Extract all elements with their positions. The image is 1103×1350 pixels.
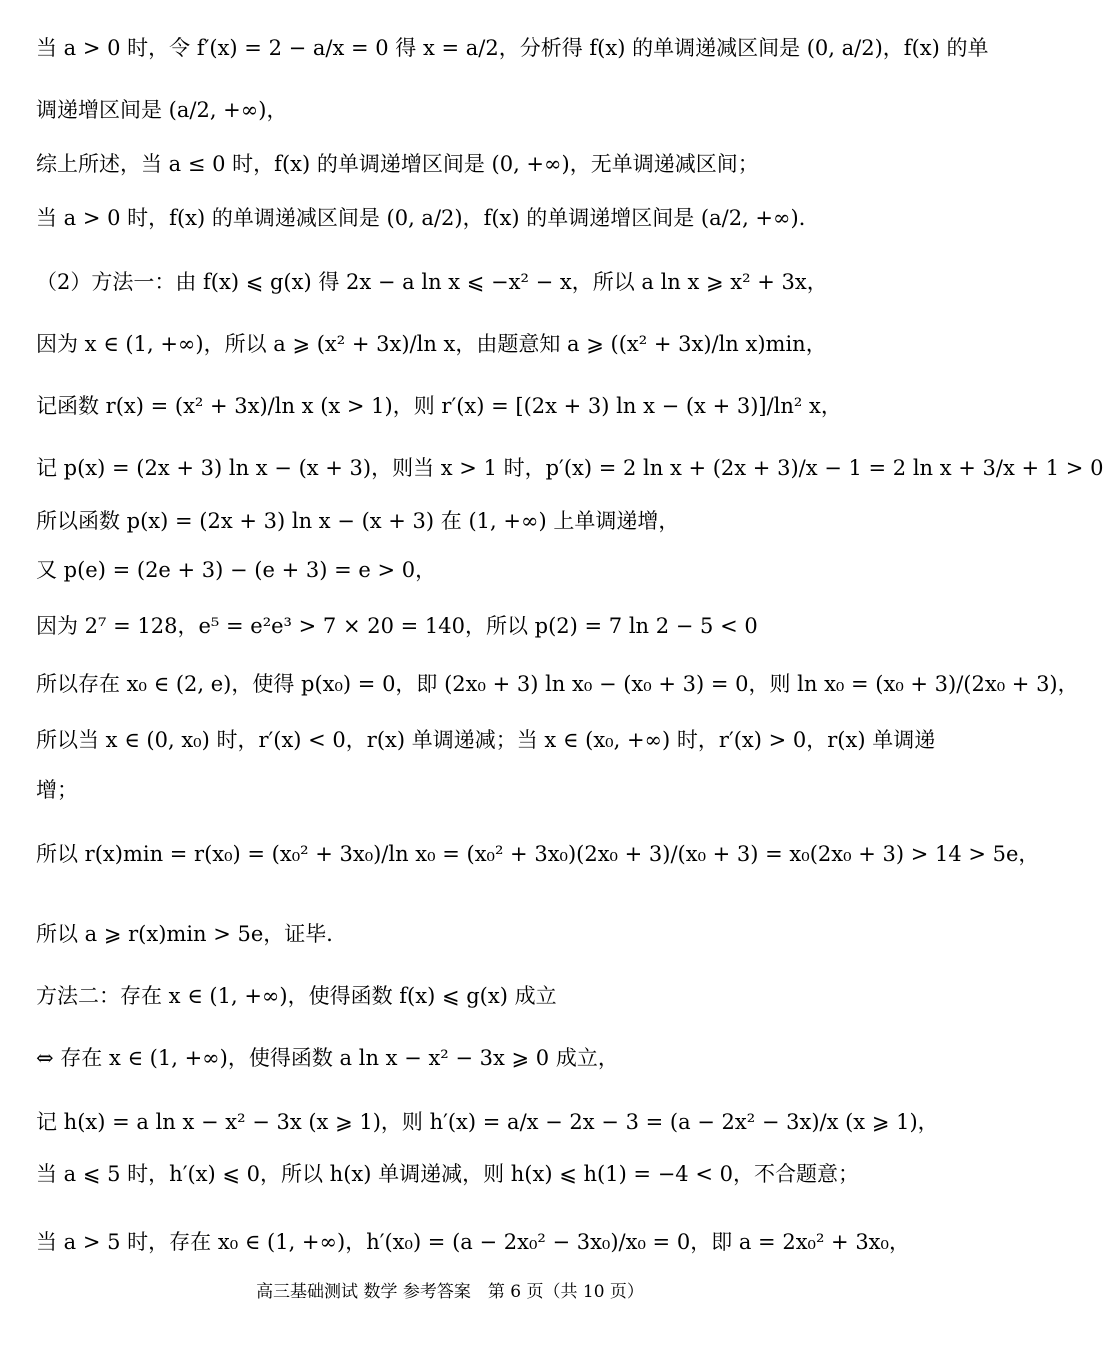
text-line: 综上所述，当 a ≤ 0 时，f(x) 的单调递增区间是 (0, +∞)，无单调递减区间； bbox=[36, 152, 759, 176]
text-line: （2）方法一：由 f(x) ⩽ g(x) 得 2x − a ln x ⩽ −x² − x，所以 a ln x ⩾ x² + 3x， bbox=[36, 270, 828, 294]
text-line: 方法二：存在 x ∈ (1, +∞)，使得函数 f(x) ⩽ g(x) 成立 bbox=[36, 984, 557, 1008]
text-line: 所以当 x ∈ (0, x₀) 时，r′(x) < 0，r(x) 单调递减；当 x ∈ (x₀, +∞) 时，r′(x) > 0，r(x) 单调递 bbox=[36, 728, 936, 752]
text-line: 所以函数 p(x) = (2x + 3) ln x − (x + 3) 在 (1, +∞) 上单调递增， bbox=[36, 509, 680, 533]
page-footer: 高三基础测试 数学 参考答案 第 6 页（共 10 页） bbox=[256, 1282, 644, 1302]
text-line: 所以 r(x)min = r(x₀) = (x₀² + 3x₀)/ln x₀ = (x₀² + 3x₀)(2x₀ + 3)/(x₀ + 3) = x₀(2x₀ + 3) > 14 > 5e， bbox=[36, 842, 1040, 866]
text-line: 记 h(x) = a ln x − x² − 3x (x ⩾ 1)，则 h′(x) = a/x − 2x − 3 = (a − 2x² − 3x)/x (x ⩾ 1)， bbox=[36, 1110, 939, 1134]
text-line: ⇔ 存在 x ∈ (1, +∞)，使得函数 a ln x − x² − 3x ⩾ 0 成立， bbox=[36, 1046, 619, 1070]
text-line: 记函数 r(x) = (x² + 3x)/ln x (x > 1)，则 r′(x) = [(2x + 3) ln x − (x + 3)]/ln² x， bbox=[36, 394, 842, 418]
text-line: 记 p(x) = (2x + 3) ln x − (x + 3)，则当 x > 1 时，p′(x) = 2 ln x + (2x + 3)/x − 1 = 2 ln x + 3/x + 1 > 0 bbox=[36, 456, 1103, 480]
text-line: 当 a ⩽ 5 时，h′(x) ⩽ 0，所以 h(x) 单调递减，则 h(x) ⩽ h(1) = −4 < 0，不合题意； bbox=[36, 1162, 859, 1186]
text-line: 调递增区间是 (a/2, +∞)， bbox=[36, 98, 288, 122]
text-line: 所以 a ⩾ r(x)min > 5e，证毕． bbox=[36, 922, 348, 946]
text-line: 因为 x ∈ (1, +∞)，所以 a ⩾ (x² + 3x)/ln x，由题意知 a ⩾ ((x² + 3x)/ln x)min， bbox=[36, 332, 827, 356]
text-line: 因为 2⁷ = 128，e⁵ = e²e³ > 7 × 20 = 140，所以 p(2) = 7 ln 2 − 5 < 0 bbox=[36, 614, 758, 638]
text-line: 当 a > 0 时，令 f′(x) = 2 − a/x = 0 得 x = a/2，分析得 f(x) 的单调递减区间是 (0, a/2)，f(x) 的单 bbox=[36, 36, 989, 60]
text-line: 又 p(e) = (2e + 3) − (e + 3) = e > 0， bbox=[36, 558, 437, 582]
text-line: 当 a > 5 时，存在 x₀ ∈ (1, +∞)，h′(x₀) = (a − 2x₀² − 3x₀)/x₀ = 0，即 a = 2x₀² + 3x₀， bbox=[36, 1230, 910, 1254]
text-line: 所以存在 x₀ ∈ (2, e)，使得 p(x₀) = 0，即 (2x₀ + 3) ln x₀ − (x₀ + 3) = 0，则 ln x₀ = (x₀ + 3)/(2x₀ + 3)， bbox=[36, 672, 1079, 696]
text-line: 当 a > 0 时，f(x) 的单调递减区间是 (0, a/2)，f(x) 的单调递增区间是 (a/2, +∞)． bbox=[36, 206, 820, 230]
text-line: 增； bbox=[36, 778, 78, 802]
